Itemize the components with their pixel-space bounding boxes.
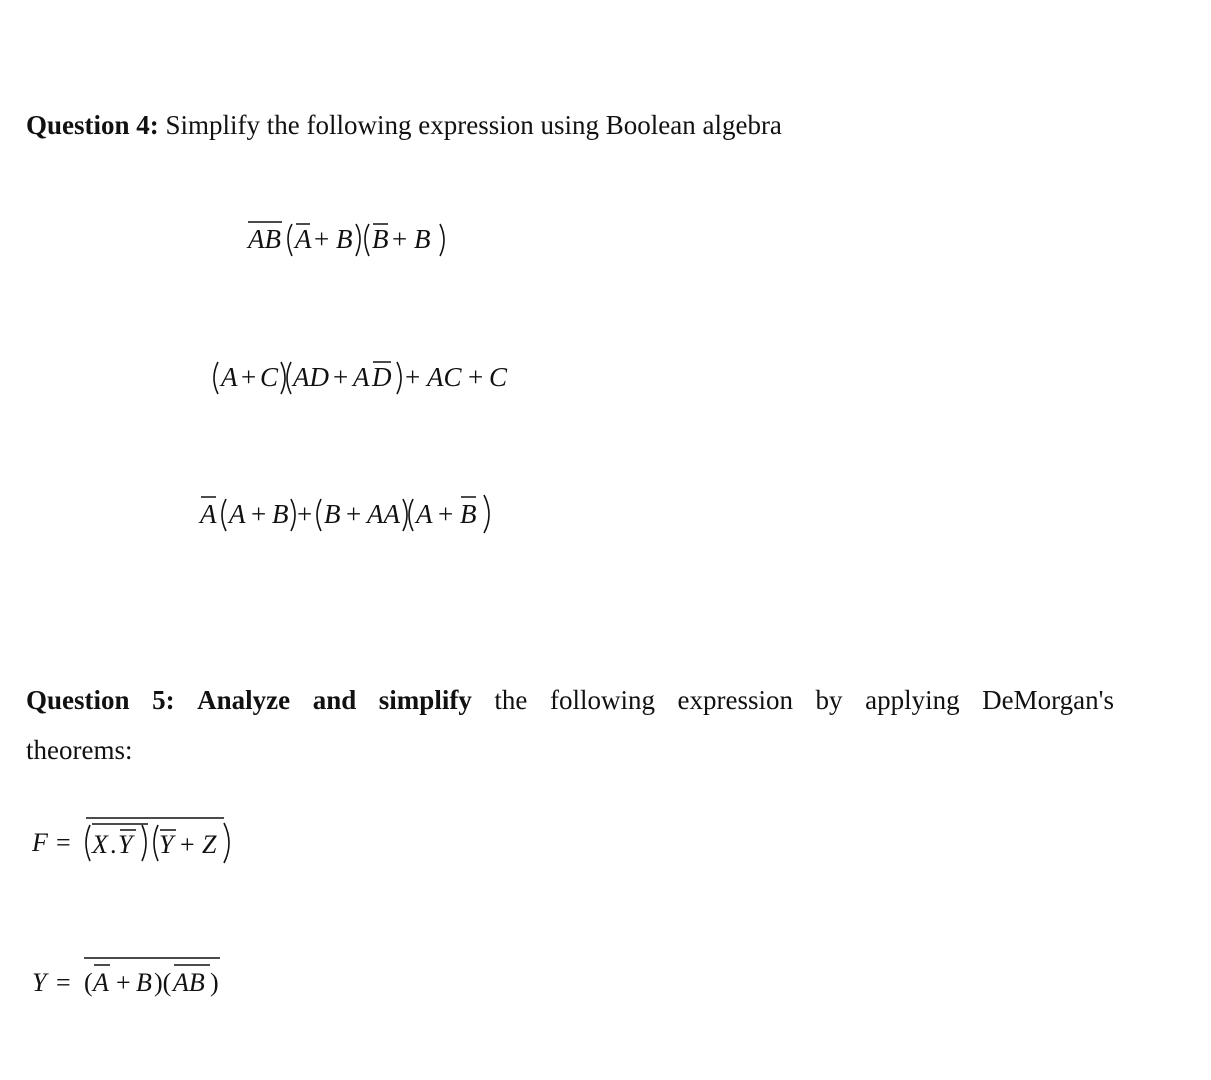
- question-5-heading: [26, 682, 1114, 718]
- svg-text:=: =: [56, 828, 71, 857]
- question-4-label: Question 4:: [26, 110, 159, 140]
- svg-text:+: +: [346, 499, 362, 529]
- question-5-bold-text: Analyze and simplify: [197, 685, 472, 715]
- svg-text:.: .: [110, 830, 117, 859]
- svg-text:AB: AB: [248, 224, 281, 254]
- svg-text:B: B: [136, 968, 152, 997]
- svg-text:+: +: [468, 362, 484, 392]
- svg-text:+: +: [333, 362, 349, 392]
- svg-text:A: A: [295, 224, 312, 254]
- svg-text:+: +: [241, 362, 257, 392]
- svg-text:C: C: [260, 362, 279, 392]
- svg-text:F: F: [32, 828, 48, 857]
- q5-expression-f: [30, 813, 250, 883]
- svg-text:+: +: [438, 499, 454, 529]
- svg-text:B: B: [372, 224, 389, 254]
- svg-text:X: X: [92, 830, 108, 859]
- svg-text:A: A: [229, 499, 246, 529]
- svg-text:B: B: [414, 224, 431, 254]
- svg-text:B: B: [336, 224, 353, 254]
- q4-expression-2: [205, 350, 545, 410]
- question-5-label: Question 5:: [26, 685, 175, 715]
- svg-text:+: +: [314, 224, 330, 254]
- svg-text:A: A: [416, 499, 433, 529]
- q4-expression-3: [196, 487, 536, 547]
- svg-text:+: +: [392, 224, 408, 254]
- q4-expression-1: [244, 212, 474, 272]
- question-4-text: Simplify the following expression using Boolean algebra: [165, 110, 782, 140]
- svg-text:B: B: [324, 499, 341, 529]
- svg-text:AB: AB: [173, 968, 205, 997]
- svg-text:=: =: [56, 968, 71, 997]
- svg-text:AD: AD: [293, 362, 329, 392]
- svg-text:A: A: [93, 968, 109, 997]
- svg-text:B: B: [460, 499, 477, 529]
- question-4-heading: [26, 107, 782, 143]
- svg-text:AC: AC: [427, 362, 462, 392]
- svg-text:B: B: [272, 499, 289, 529]
- svg-text:A: A: [200, 499, 217, 529]
- svg-text:A: A: [353, 362, 370, 392]
- svg-text:C: C: [489, 362, 508, 392]
- svg-text:+: +: [297, 499, 313, 529]
- svg-text:+: +: [116, 968, 131, 997]
- question-5-continuation: theorems:: [26, 735, 133, 765]
- svg-text:+: +: [405, 362, 421, 392]
- question-5-text: the following expression by applying DeMorgan's: [494, 685, 1115, 715]
- svg-text:+: +: [180, 830, 195, 859]
- svg-text:D: D: [372, 362, 392, 392]
- svg-text:A: A: [221, 362, 238, 392]
- svg-text:+: +: [251, 499, 267, 529]
- svg-text:Y: Y: [118, 830, 133, 859]
- svg-text:Z: Z: [202, 830, 217, 859]
- svg-text:(: (: [84, 968, 93, 997]
- svg-text:): ): [210, 968, 219, 997]
- svg-text:Y: Y: [159, 830, 174, 859]
- q5-expression-y: [30, 955, 240, 1015]
- svg-text:)(: )(: [154, 968, 172, 997]
- svg-text:Y: Y: [32, 968, 47, 997]
- svg-text:AA: AA: [367, 499, 400, 529]
